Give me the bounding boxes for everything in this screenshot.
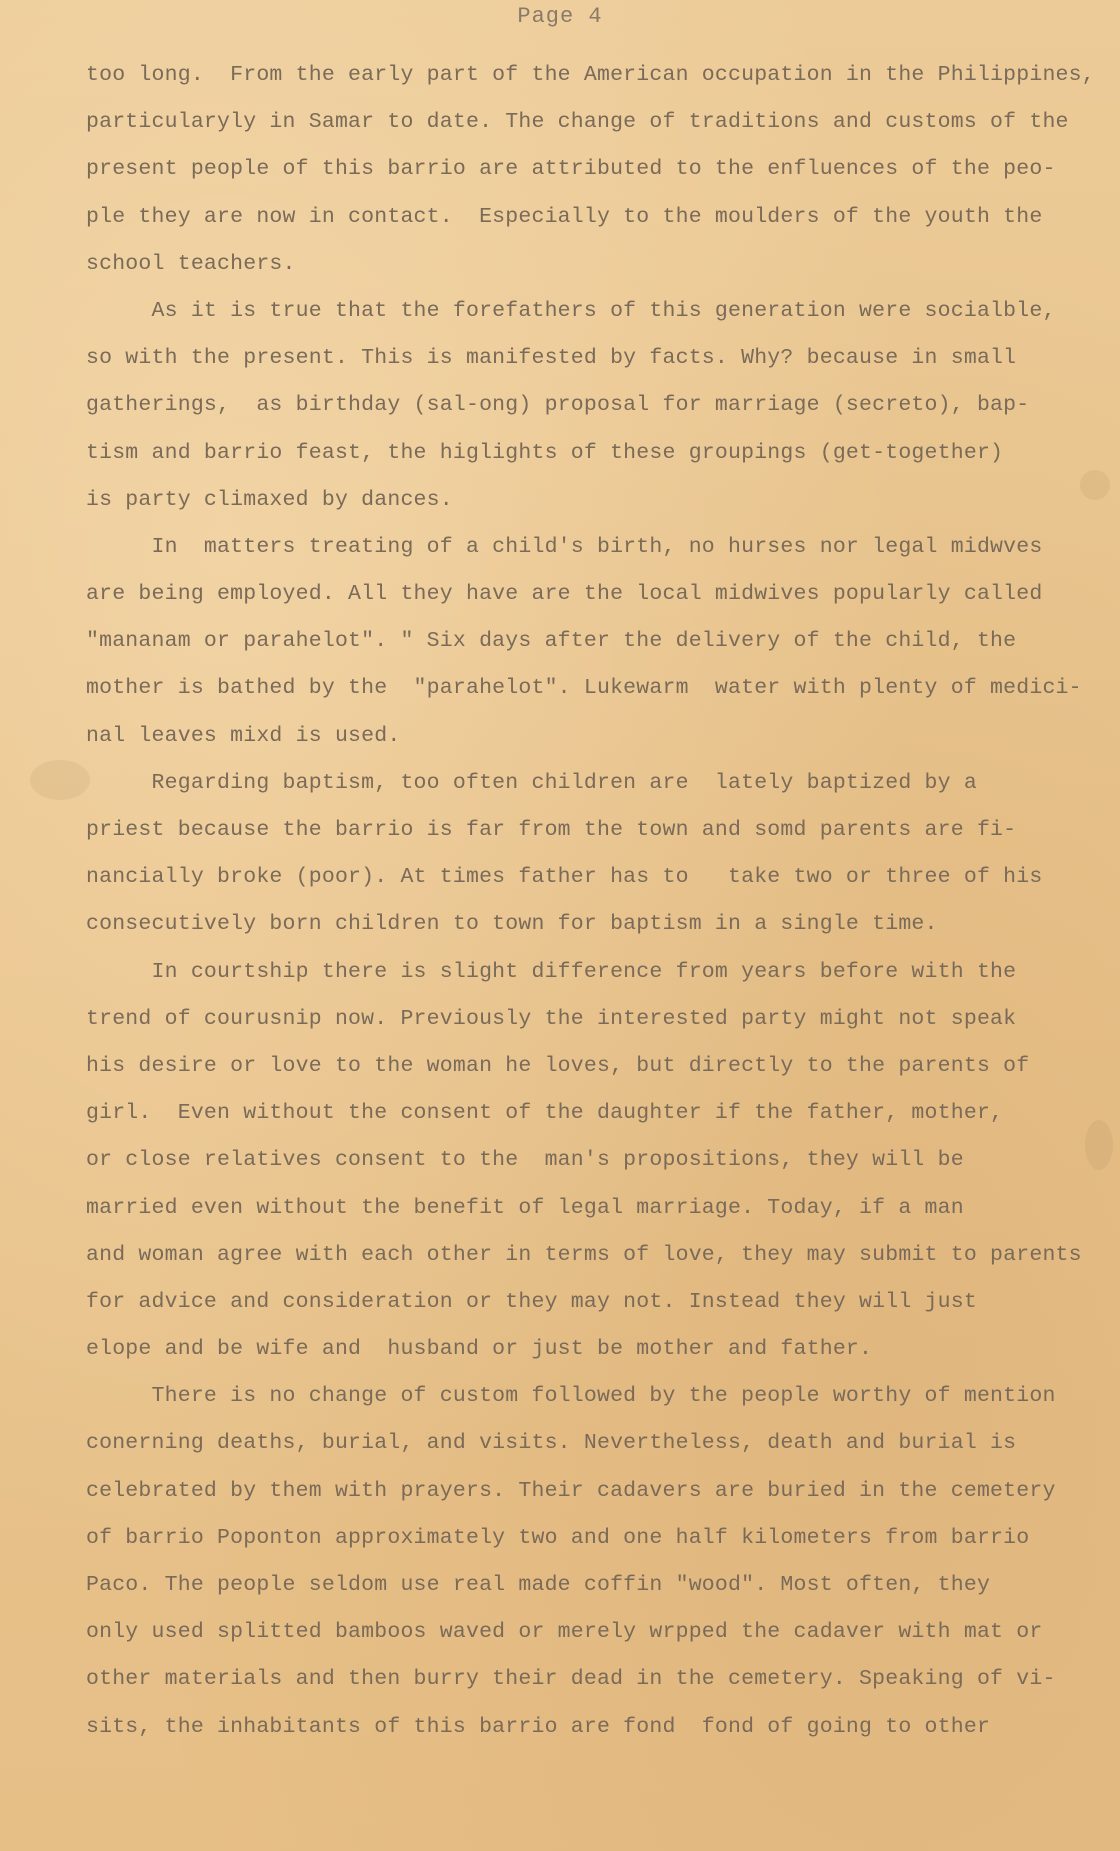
text-line: conerning deaths, burial, and visits. Nevertheless, death and burial is (86, 1431, 1017, 1456)
text-line: In courtship there is slight difference from years before with the (86, 959, 1017, 984)
text-line: nancially broke (poor). At times father has to take two or three of his (86, 865, 1043, 890)
text-line: his desire or love to the woman he loves, but directly to the parents of (86, 1053, 1030, 1078)
text-line: "mananam or parahelot". " Six days after the delivery of the child, the (86, 629, 1017, 654)
text-line: There is no change of custom followed by the people worthy of mention (86, 1384, 1056, 1409)
text-line: consecutively born children to town for baptism in a single time. (86, 912, 938, 937)
typewritten-body (86, 52, 1096, 1751)
text-line: ple they are now in contact. Especially to the moulders of the youth the (86, 204, 1043, 229)
text-line: elope and be wife and husband or just be mother and father. (86, 1337, 873, 1362)
text-line: As it is true that the forefathers of this generation were socialble, (86, 298, 1056, 323)
text-line: so with the present. This is manifested by facts. Why? because in small (86, 346, 1017, 371)
text-line: girl. Even without the consent of the daughter if the father, mother, (86, 1101, 1004, 1126)
text-line: In matters treating of a child's birth, no hurses nor legal midwves (86, 534, 1043, 559)
text-line: are being employed. All they have are the local midwives popularly called (86, 582, 1043, 607)
text-line: too long. From the early part of the American occupation in the Philippines, (86, 63, 1095, 87)
text-line: or close relatives consent to the man's propositions, they will be (86, 1148, 964, 1173)
text-line: tism and barrio feast, the higlights of these groupings (get-together) (86, 440, 1004, 465)
text-line: and woman agree with each other in terms of love, they may submit to parents (86, 1242, 1082, 1267)
text-line: gatherings, as birthday (sal-ong) proposal for marriage (secreto), bap- (86, 393, 1030, 418)
text-line: sits, the inhabitants of this barrio are fond fond of going to other (86, 1714, 991, 1739)
text-line: priest because the barrio is far from the town and somd parents are fi- (86, 818, 1017, 842)
text-line: particularyly in Samar to date. The change of traditions and customs of the (86, 110, 1069, 135)
text-line: for advice and consideration or they may not. Instead they will just (86, 1289, 977, 1314)
text-line: of barrio Poponton approximately two and one half kilometers from barrio (86, 1525, 1030, 1550)
text-line: nal leaves mixd is used. (86, 723, 401, 748)
text-line: is party climaxed by dances. (86, 487, 453, 512)
text-line: present people of this barrio are attributed to the enfluences of the peo- (86, 157, 1056, 182)
text-line: only used splitted bamboos waved or merely wrpped the cadaver with mat or (86, 1620, 1043, 1645)
text-line: married even without the benefit of legal marriage. Today, if a man (86, 1195, 964, 1220)
text-line: mother is bathed by the "parahelot". Lukewarm water with plenty of medici- (86, 676, 1082, 701)
text-line: school teachers. (86, 251, 296, 276)
text-line: other materials and then burry their dead in the cemetery. Speaking of vi- (86, 1667, 1056, 1692)
page-number: Page 4 (517, 4, 603, 29)
text-line: celebrated by them with prayers. Their cadavers are buried in the cemetery (86, 1478, 1056, 1503)
paper-stain (30, 760, 90, 800)
text-line: Regarding baptism, too often children are lately baptized by a (86, 770, 977, 795)
text-line: Paco. The people seldom use real made coffin "wood". Most often, they (86, 1573, 991, 1597)
text-line: trend of courusnip now. Previously the interested party might not speak (86, 1006, 1017, 1031)
